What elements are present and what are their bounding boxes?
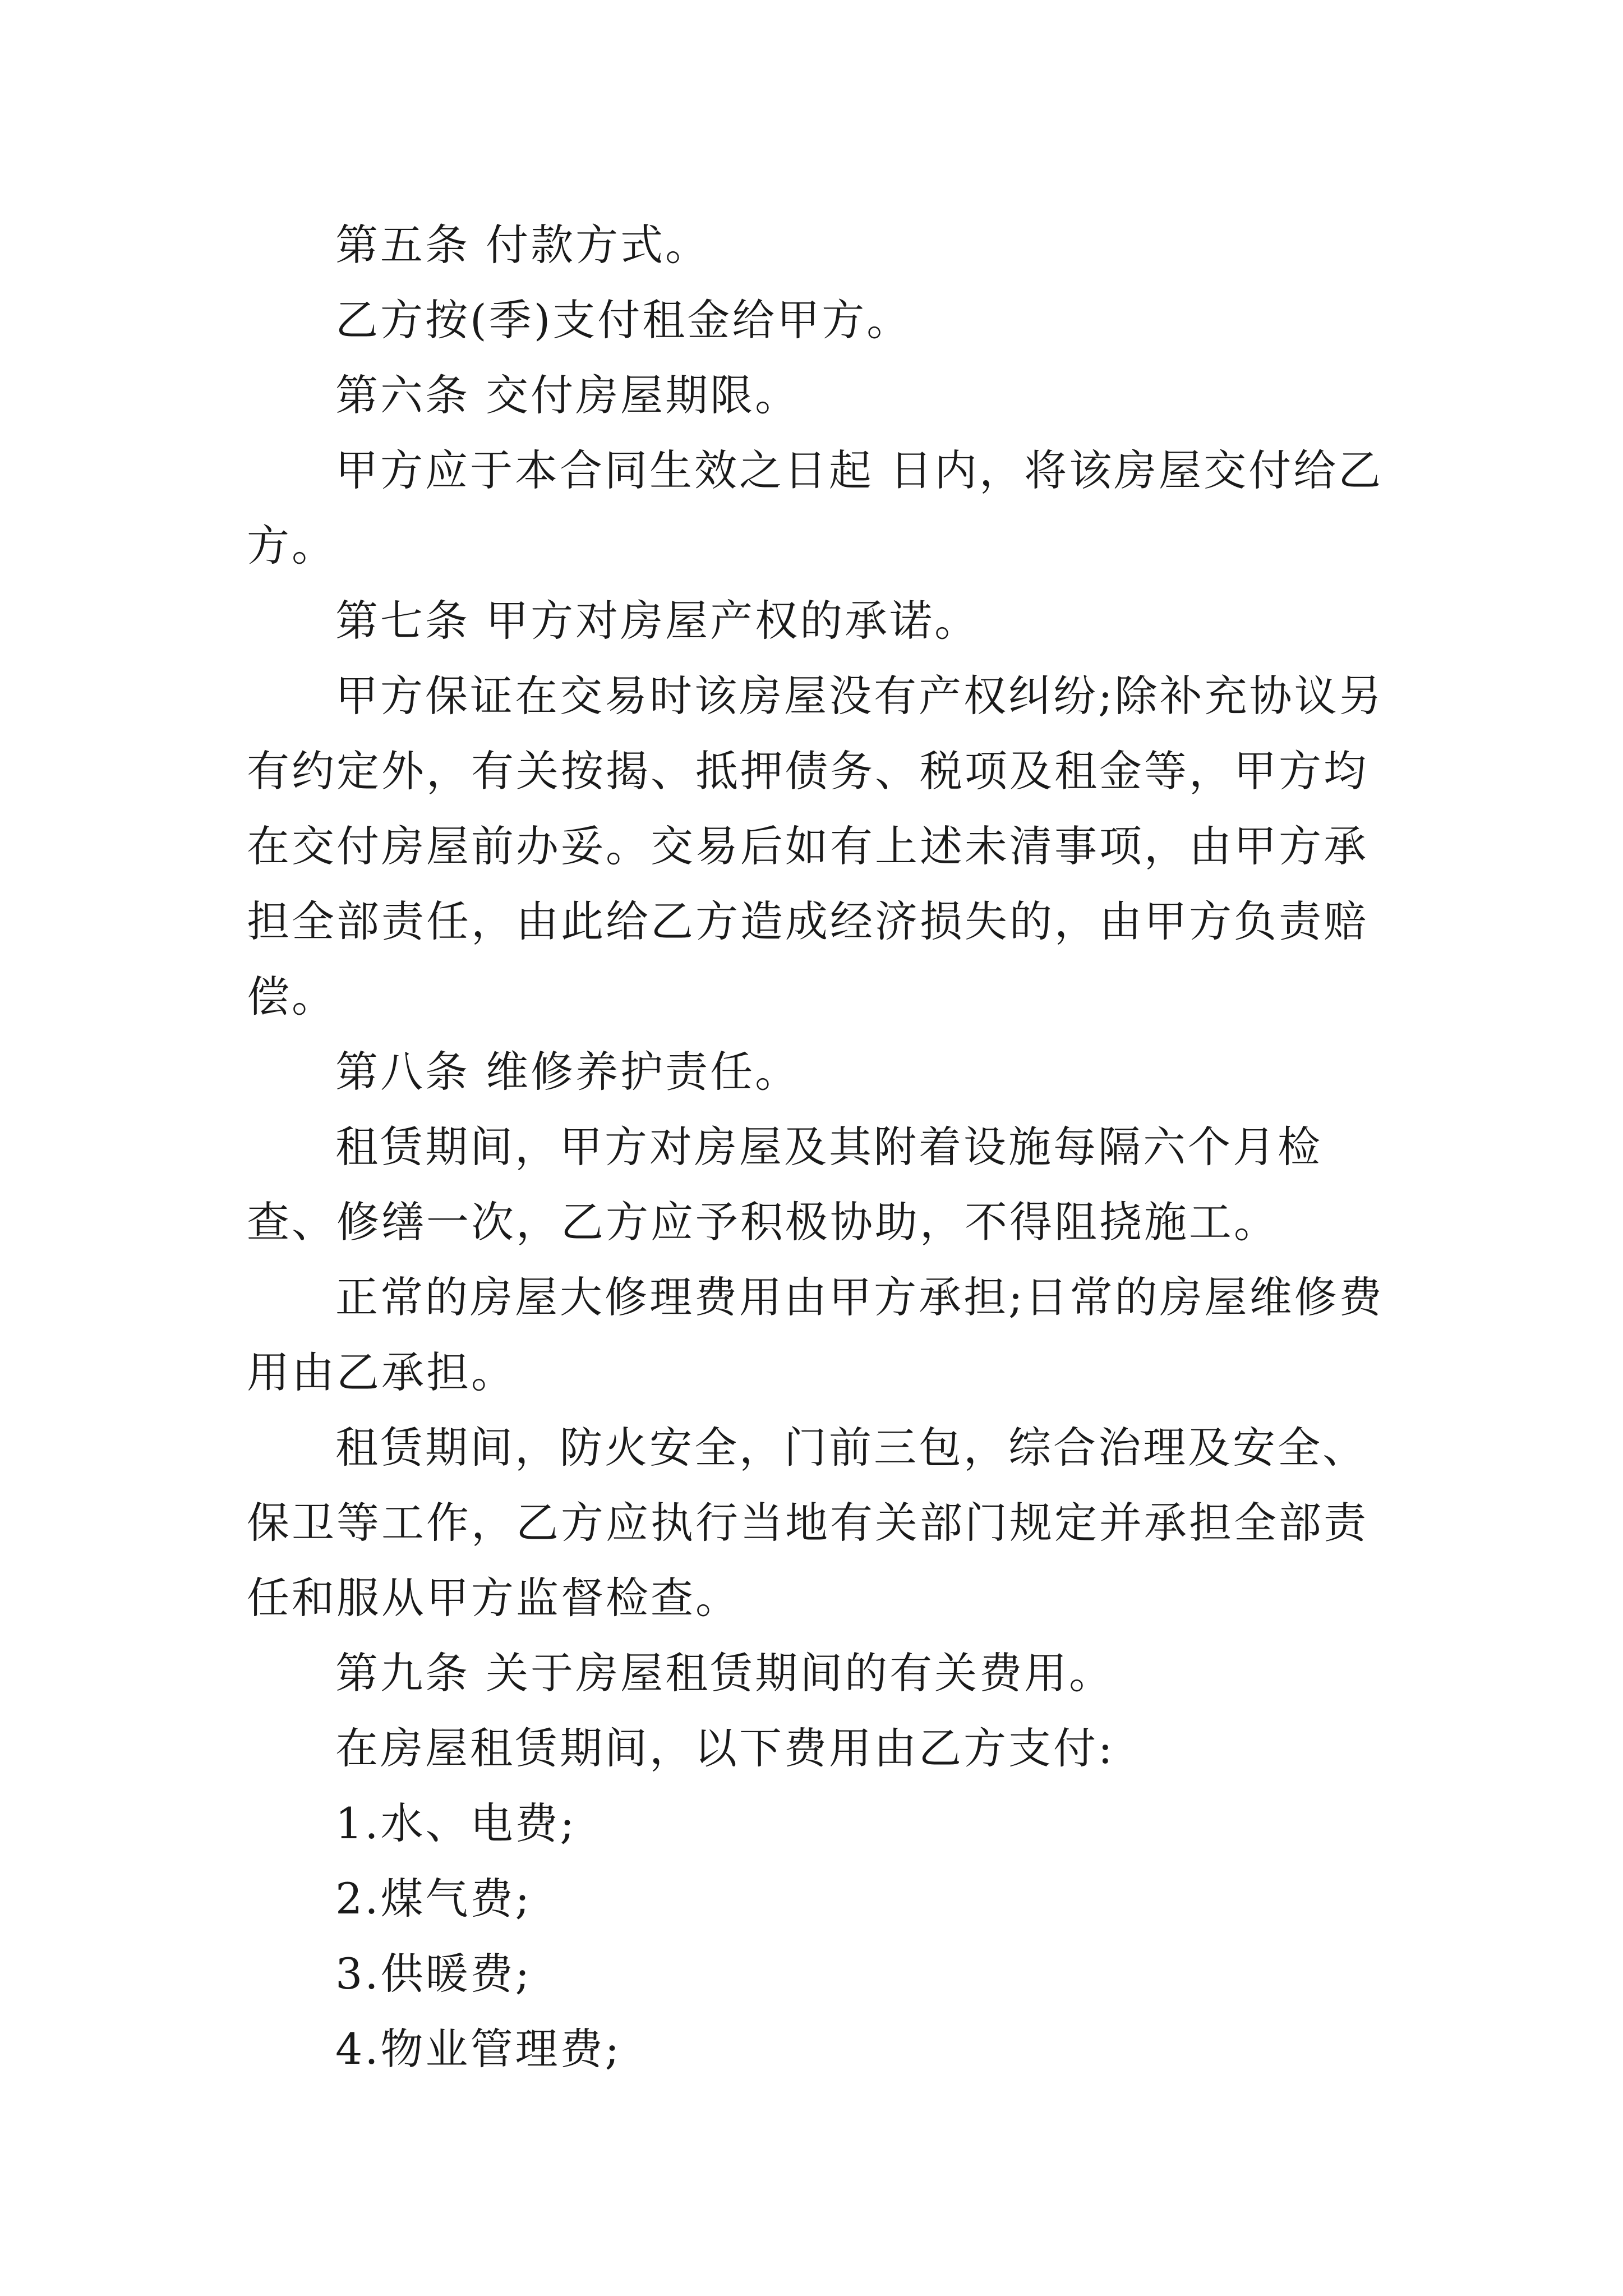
article-7-heading: 第七条 甲方对房屋产权的承诺。 <box>335 596 980 646</box>
article-6-heading: 第六条 交付房屋期限。 <box>335 370 800 420</box>
fee-list-item: 4.物业管理费; <box>335 2024 622 2074</box>
article-5-text: 乙方按(季)支付租金给甲方。 <box>335 295 912 345</box>
article-5-heading: 第五条 付款方式。 <box>335 220 711 270</box>
fee-list-item: 2.煤气费; <box>335 1874 532 1924</box>
fee-list-item: 3.供暖费; <box>335 1949 532 1999</box>
article-9-intro: 在房屋租赁期间，以下费用由乙方支付: <box>335 1723 1115 1773</box>
article-8-heading: 第八条 维修养护责任。 <box>335 1047 800 1097</box>
document-body <box>247 208 1391 2087</box>
fee-list-item: 1.水、电费; <box>335 1798 577 1848</box>
article-8-text-2: 正常的房屋大修理费用由甲方承担;日常的房屋维修费用由乙承担。 <box>247 1272 1384 1397</box>
article-8-text-3: 租赁期间，防火安全，门前三包，综合治理及安全、保卫等工作，乙方应执行当地有关部门规定并承担全部责任和服从甲方监督检查。 <box>247 1423 1368 1623</box>
article-6-text: 甲方应于本合同生效之日起 日内，将该房屋交付给乙方。 <box>247 445 1384 570</box>
article-8-text-1: 租赁期间，甲方对房屋及其附着设施每隔六个月检查、修缮一次，乙方应予积极协助，不得阻挠施工。 <box>247 1122 1322 1247</box>
article-7-text: 甲方保证在交易时该房屋没有产权纠纷;除补充协议另有约定外，有关按揭、抵押债务、税项及租金等，甲方均在交付房屋前办妥。交易后如有上述未清事项，由甲方承担全部责任，由此给乙方造成经济损失的，由甲方负责赔偿。 <box>247 671 1384 1022</box>
article-9-heading: 第九条 关于房屋租赁期间的有关费用。 <box>335 1648 1114 1698</box>
